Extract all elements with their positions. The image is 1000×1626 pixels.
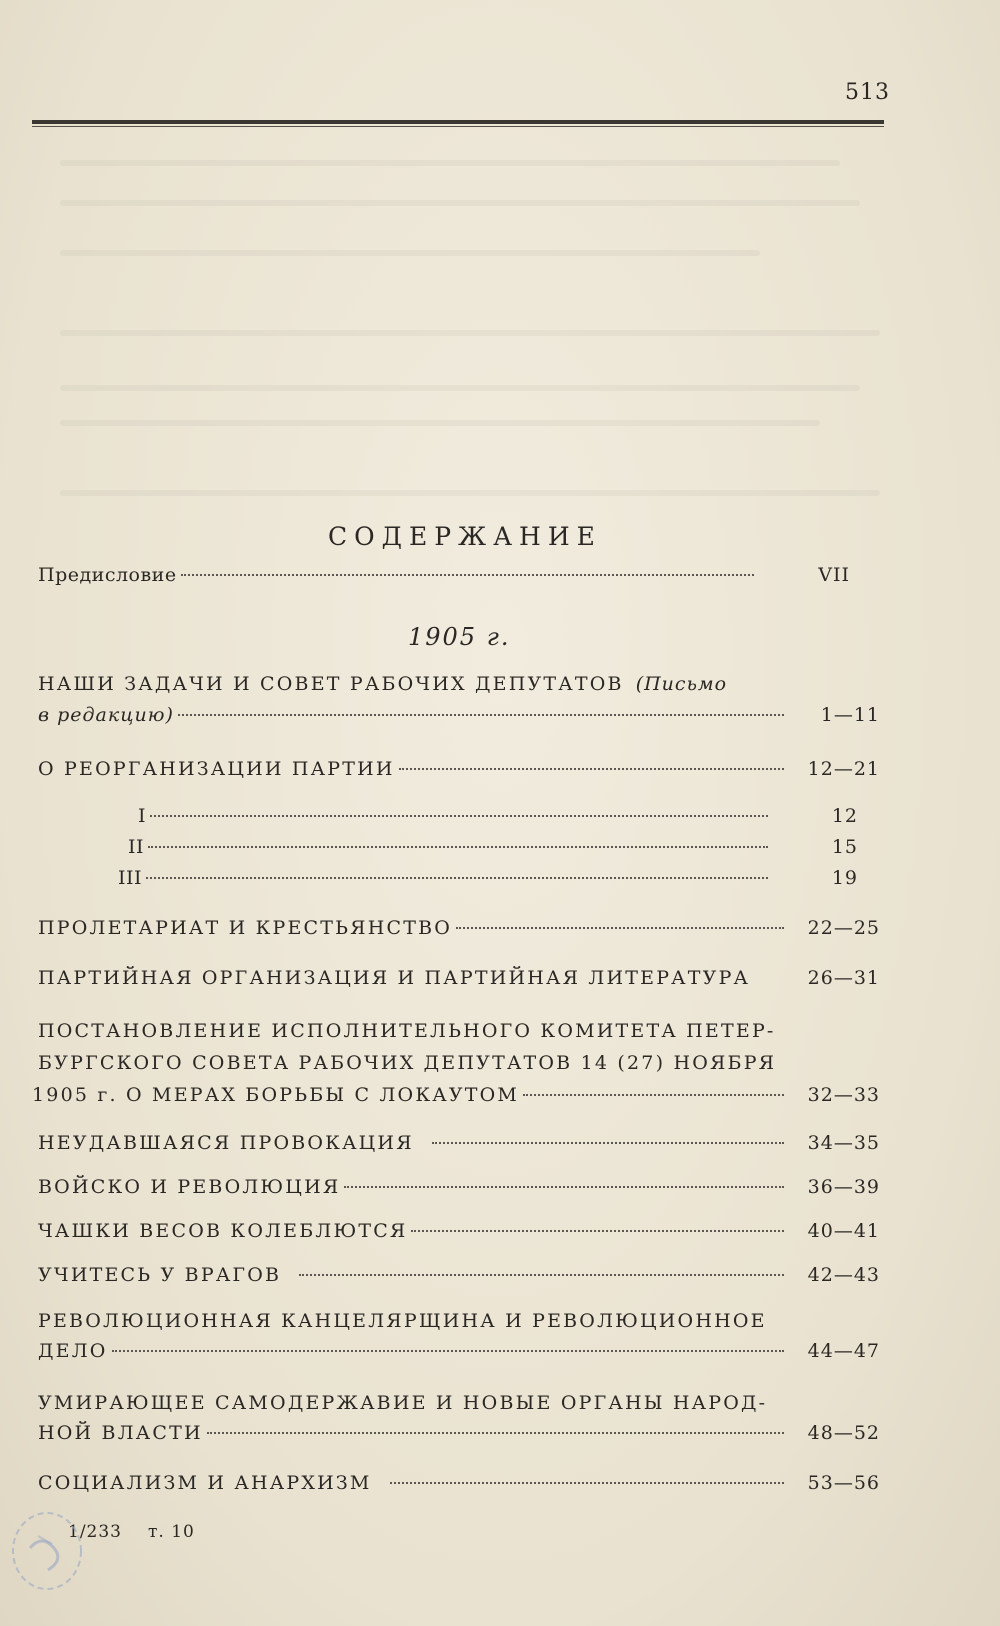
- dot-leader: [411, 1229, 784, 1232]
- toc-entry[interactable]: [38, 967, 880, 997]
- toc-entry-cont[interactable]: [32, 1084, 880, 1114]
- toc-entry-page: 53—56: [807, 1472, 880, 1494]
- bleed-through: [60, 330, 880, 336]
- dot-leader: [344, 1185, 784, 1188]
- signature-mark: 1/233: [68, 1522, 122, 1542]
- toc-entry-label: I: [138, 805, 147, 827]
- toc-entry-page: 19: [831, 867, 858, 889]
- toc-subentry[interactable]: [118, 867, 858, 897]
- bleed-through: [60, 200, 860, 206]
- bleed-through: [60, 250, 760, 256]
- toc-entry-label: ДЕЛО: [38, 1340, 108, 1362]
- toc-entry[interactable]: [38, 1132, 880, 1162]
- toc-entry[interactable]: [38, 1176, 880, 1206]
- toc-entry-cont[interactable]: [38, 1052, 778, 1082]
- toc-entry-label: ПОСТАНОВЛЕНИЕ ИСПОЛНИТЕЛЬНОГО КОМИТЕТА ПЕТЕР-: [38, 1020, 776, 1042]
- section-heading: 1905 г.: [408, 623, 511, 651]
- toc-entry-page: 44—47: [807, 1340, 880, 1362]
- toc-entry-page: 12—21: [807, 758, 880, 780]
- bleed-through: [60, 385, 860, 391]
- dot-leader: [523, 1093, 784, 1096]
- toc-entry-label: Предисловие: [38, 564, 177, 586]
- toc-entry-label: III: [118, 867, 143, 889]
- toc-entry-label: СОЦИАЛИЗМ И АНАРХИЗМ: [38, 1472, 372, 1494]
- toc-entry[interactable]: [38, 1020, 778, 1050]
- toc-entry-page: 26—31: [807, 967, 880, 989]
- toc-entry-label: II: [128, 836, 145, 858]
- toc-entry-page: 22—25: [807, 917, 880, 939]
- toc-entry-page: 36—39: [807, 1176, 880, 1198]
- toc-subentry[interactable]: [138, 805, 858, 835]
- toc-entry-page: 48—52: [807, 1422, 880, 1444]
- page-number: 513: [845, 80, 890, 105]
- toc-entry-preface[interactable]: [38, 564, 850, 594]
- toc-entry-label: РЕВОЛЮЦИОННАЯ КАНЦЕЛЯРЩИНА И РЕВОЛЮЦИОННОЕ: [38, 1310, 767, 1332]
- toc-entry-label: О РЕОРГАНИЗАЦИИ ПАРТИИ: [38, 758, 395, 780]
- dot-leader: [112, 1349, 784, 1352]
- toc-entry-label: БУРГСКОГО СОВЕТА РАБОЧИХ ДЕПУТАТОВ 14 (27) НОЯБРЯ: [38, 1052, 777, 1074]
- toc-entry-page: VII: [818, 564, 850, 586]
- toc-entry-label-italic: (Письмо: [635, 673, 728, 695]
- dot-leader: [148, 845, 768, 848]
- dot-leader: [299, 1273, 784, 1276]
- toc-entry[interactable]: [38, 758, 880, 788]
- toc-entry[interactable]: [38, 1392, 778, 1422]
- toc-entry-label: ЧАШКИ ВЕСОВ КОЛЕБЛЮТСЯ: [38, 1220, 408, 1242]
- toc-entry-label: ПАРТИЙНАЯ ОРГАНИЗАЦИЯ И ПАРТИЙНАЯ ЛИТЕРАТУРА: [38, 967, 751, 989]
- toc-entry-label: ПРОЛЕТАРИАТ И КРЕСТЬЯНСТВО: [38, 917, 453, 939]
- toc-entry-label: НОЙ ВЛАСТИ: [38, 1422, 203, 1444]
- volume-label: т. 10: [148, 1522, 195, 1542]
- toc-entry-label: НАШИ ЗАДАЧИ И СОВЕТ РАБОЧИХ ДЕПУТАТОВ: [38, 673, 624, 695]
- toc-entry[interactable]: [38, 1472, 880, 1502]
- library-stamp-icon: [8, 1508, 86, 1594]
- bleed-through: [60, 160, 840, 166]
- header-rule: [32, 120, 884, 124]
- dot-leader: [390, 1481, 784, 1484]
- toc-entry-label: ВОЙСКО И РЕВОЛЮЦИЯ: [38, 1176, 341, 1198]
- toc-entry[interactable]: [38, 1264, 880, 1294]
- toc-entry-cont[interactable]: [38, 704, 880, 734]
- dot-leader: [456, 926, 784, 929]
- toc-entry-page: 15: [831, 836, 858, 858]
- toc-entry-label-italic: в редакцию): [38, 704, 174, 726]
- toc-entry-cont[interactable]: [38, 1422, 880, 1452]
- toc-entry-label: УЧИТЕСЬ У ВРАГОВ: [38, 1264, 282, 1286]
- bleed-through: [60, 420, 820, 426]
- toc-entry[interactable]: [38, 1310, 778, 1340]
- toc-entry-page: 34—35: [807, 1132, 880, 1154]
- dot-leader: [178, 713, 784, 716]
- dot-leader: [146, 876, 768, 879]
- dot-leader: [150, 814, 768, 817]
- toc-entry[interactable]: [38, 673, 778, 703]
- toc-entry-page: 1—11: [820, 704, 880, 726]
- dot-leader: [432, 1141, 784, 1144]
- toc-title: СОДЕРЖАНИЕ: [328, 522, 602, 551]
- dot-leader: [181, 573, 754, 576]
- toc-subentry[interactable]: [128, 836, 858, 866]
- printer-signature: [68, 1522, 195, 1542]
- toc-entry-label: УМИРАЮЩЕЕ САМОДЕРЖАВИЕ И НОВЫЕ ОРГАНЫ НАРОД-: [38, 1392, 768, 1414]
- dot-leader: [207, 1431, 784, 1434]
- toc-entry-label: НЕУДАВШАЯСЯ ПРОВОКАЦИЯ: [38, 1132, 414, 1154]
- bleed-through: [60, 490, 880, 496]
- toc-entry-page: 42—43: [807, 1264, 880, 1286]
- dot-leader: [399, 767, 784, 770]
- toc-entry[interactable]: [38, 917, 880, 947]
- toc-entry-cont[interactable]: [38, 1340, 880, 1370]
- toc-entry-page: 40—41: [807, 1220, 880, 1242]
- toc-entry-page: 32—33: [807, 1084, 880, 1106]
- toc-entry[interactable]: [38, 1220, 880, 1250]
- toc-entry-page: 12: [831, 805, 858, 827]
- toc-entry-label: 1905 г. О МЕРАХ БОРЬБЫ С ЛОКАУТОМ: [32, 1084, 520, 1106]
